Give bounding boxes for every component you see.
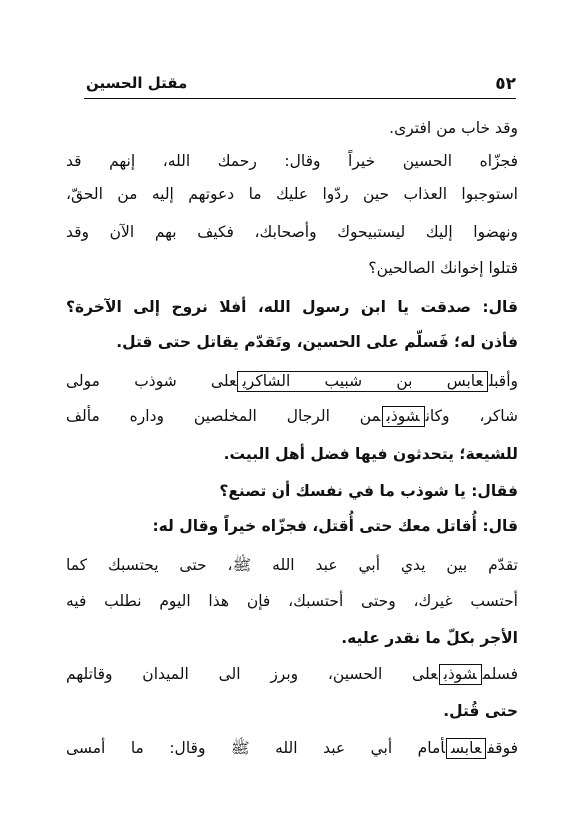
page-header	[84, 72, 516, 99]
text-line: وأقبلعابس بن شبيب الشاكريعلى شوذب مولى	[66, 372, 518, 390]
text-line: شاكر، وكانشوذبمن الرجال المخلصين وداره مألف	[66, 407, 518, 425]
text-line: الأجر بكلّ ما نقدر عليه.	[341, 629, 518, 647]
text-line: فجزّاه الحسين خيراً وقال: رحمك الله، إنهم قد	[66, 152, 518, 170]
text-line: للشيعة؛ يتحدثون فيها فضل أهل البيت.	[223, 445, 518, 463]
text-line: فوقفعابسأمام أبي عبد الله ﷺ وقال: ما أمسى	[66, 739, 518, 757]
highlight-box: عابس	[446, 738, 486, 759]
text-line: تقدّم بين يدي أبي عبد الله ﷺ، حتى يحتسبك كما	[66, 556, 518, 574]
text-line: وقد خاب من افترى.	[389, 119, 518, 137]
text-line: حتى قُتل.	[443, 702, 518, 720]
highlight-box: عابس بن شبيب الشاكري	[237, 371, 488, 392]
page-number: ٥٢	[495, 74, 516, 94]
text-line: قال: صدقت يا ابن رسول الله، أفلا نروح إلى الآخرة؟	[66, 298, 518, 316]
text-line: ونهضوا إليك ليستبيحوك وأصحابك، فكيف بهم الآن وقد	[66, 223, 518, 241]
text-line: قال: أُقاتل معك حتى أُقتل، فجزّاه خيراً وقال له:	[152, 517, 518, 535]
highlight-box: شوذب	[439, 664, 482, 685]
book-title: مقتل الحسين	[86, 74, 188, 92]
text-line: استوجبوا العذاب حين ردّوا عليك ما دعوتهم إليه من الحقّ،	[66, 185, 518, 203]
text-line: فسلمشوذبعلى الحسين، وبرز الى الميدان وقاتلهم	[66, 665, 518, 683]
text-line: أحتسب غيرك، وحتى أحتسبك، فإن هذا اليوم نطلب فيه	[66, 592, 518, 610]
text-line: فقال: يا شوذب ما في نفسك أن تصنع؟	[219, 482, 518, 500]
text-line: فأذن له؛ فَسلّم على الحسين، وتَقدّم يقاتل حتى قتل.	[116, 333, 518, 351]
text-line: قتلوا إخوانك الصالحين؟	[368, 259, 518, 277]
highlight-box: شوذب	[382, 406, 425, 427]
